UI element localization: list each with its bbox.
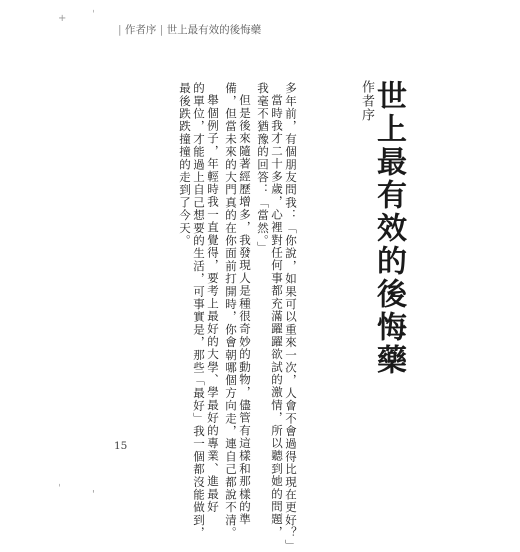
body-paragraph: 但是後來隨著經歷增多，我發現人是種很奇妙的動物，儘管有這樣和那樣的準 bbox=[238, 94, 252, 526]
body-paragraph: 當時我才二十多歲，心裡對任何事都充滿躍躍欲試的激情，所以聽到她的問題， bbox=[270, 94, 284, 539]
chapter-title: 世上最有效的後悔藥 bbox=[371, 80, 406, 377]
body-paragraph: 的單位，才能過上自己想要的生活，可事實是，那些「最好」我一個都沒能做到， bbox=[192, 82, 206, 540]
header-section: 作者序 bbox=[124, 24, 157, 36]
body-paragraph: 我毫不猶豫的回答：「當然。」 bbox=[256, 82, 270, 255]
header-chapter: 世上最有效的後悔藥 bbox=[166, 24, 262, 36]
header-separator: | bbox=[118, 24, 122, 36]
crop-mark: ˌ bbox=[92, 3, 95, 14]
section-category: 作者序 bbox=[359, 80, 374, 122]
header-separator: | bbox=[159, 24, 164, 36]
crop-mark: + bbox=[58, 13, 67, 24]
body-paragraph: 最後跌跌撞撞的走到了今天。 bbox=[178, 82, 192, 248]
body-paragraph: 舉個例子，年輕時我一直覺得，要考上最好的大學、學最好的專業、進最好 bbox=[206, 94, 220, 514]
running-header bbox=[118, 22, 261, 37]
body-paragraph: 多年前，有個朋友問我：「你說，如果可以重來一次，人會不會過得比現在更好？」 bbox=[284, 82, 298, 552]
body-paragraph: 備，但當未來的大門真的在你面前打開時，你會朝哪個方向走，連自己都說不清。 bbox=[224, 82, 238, 540]
crop-mark: ˌ bbox=[58, 477, 61, 488]
crop-mark: ' bbox=[92, 489, 95, 500]
page-number: 15 bbox=[114, 440, 128, 452]
